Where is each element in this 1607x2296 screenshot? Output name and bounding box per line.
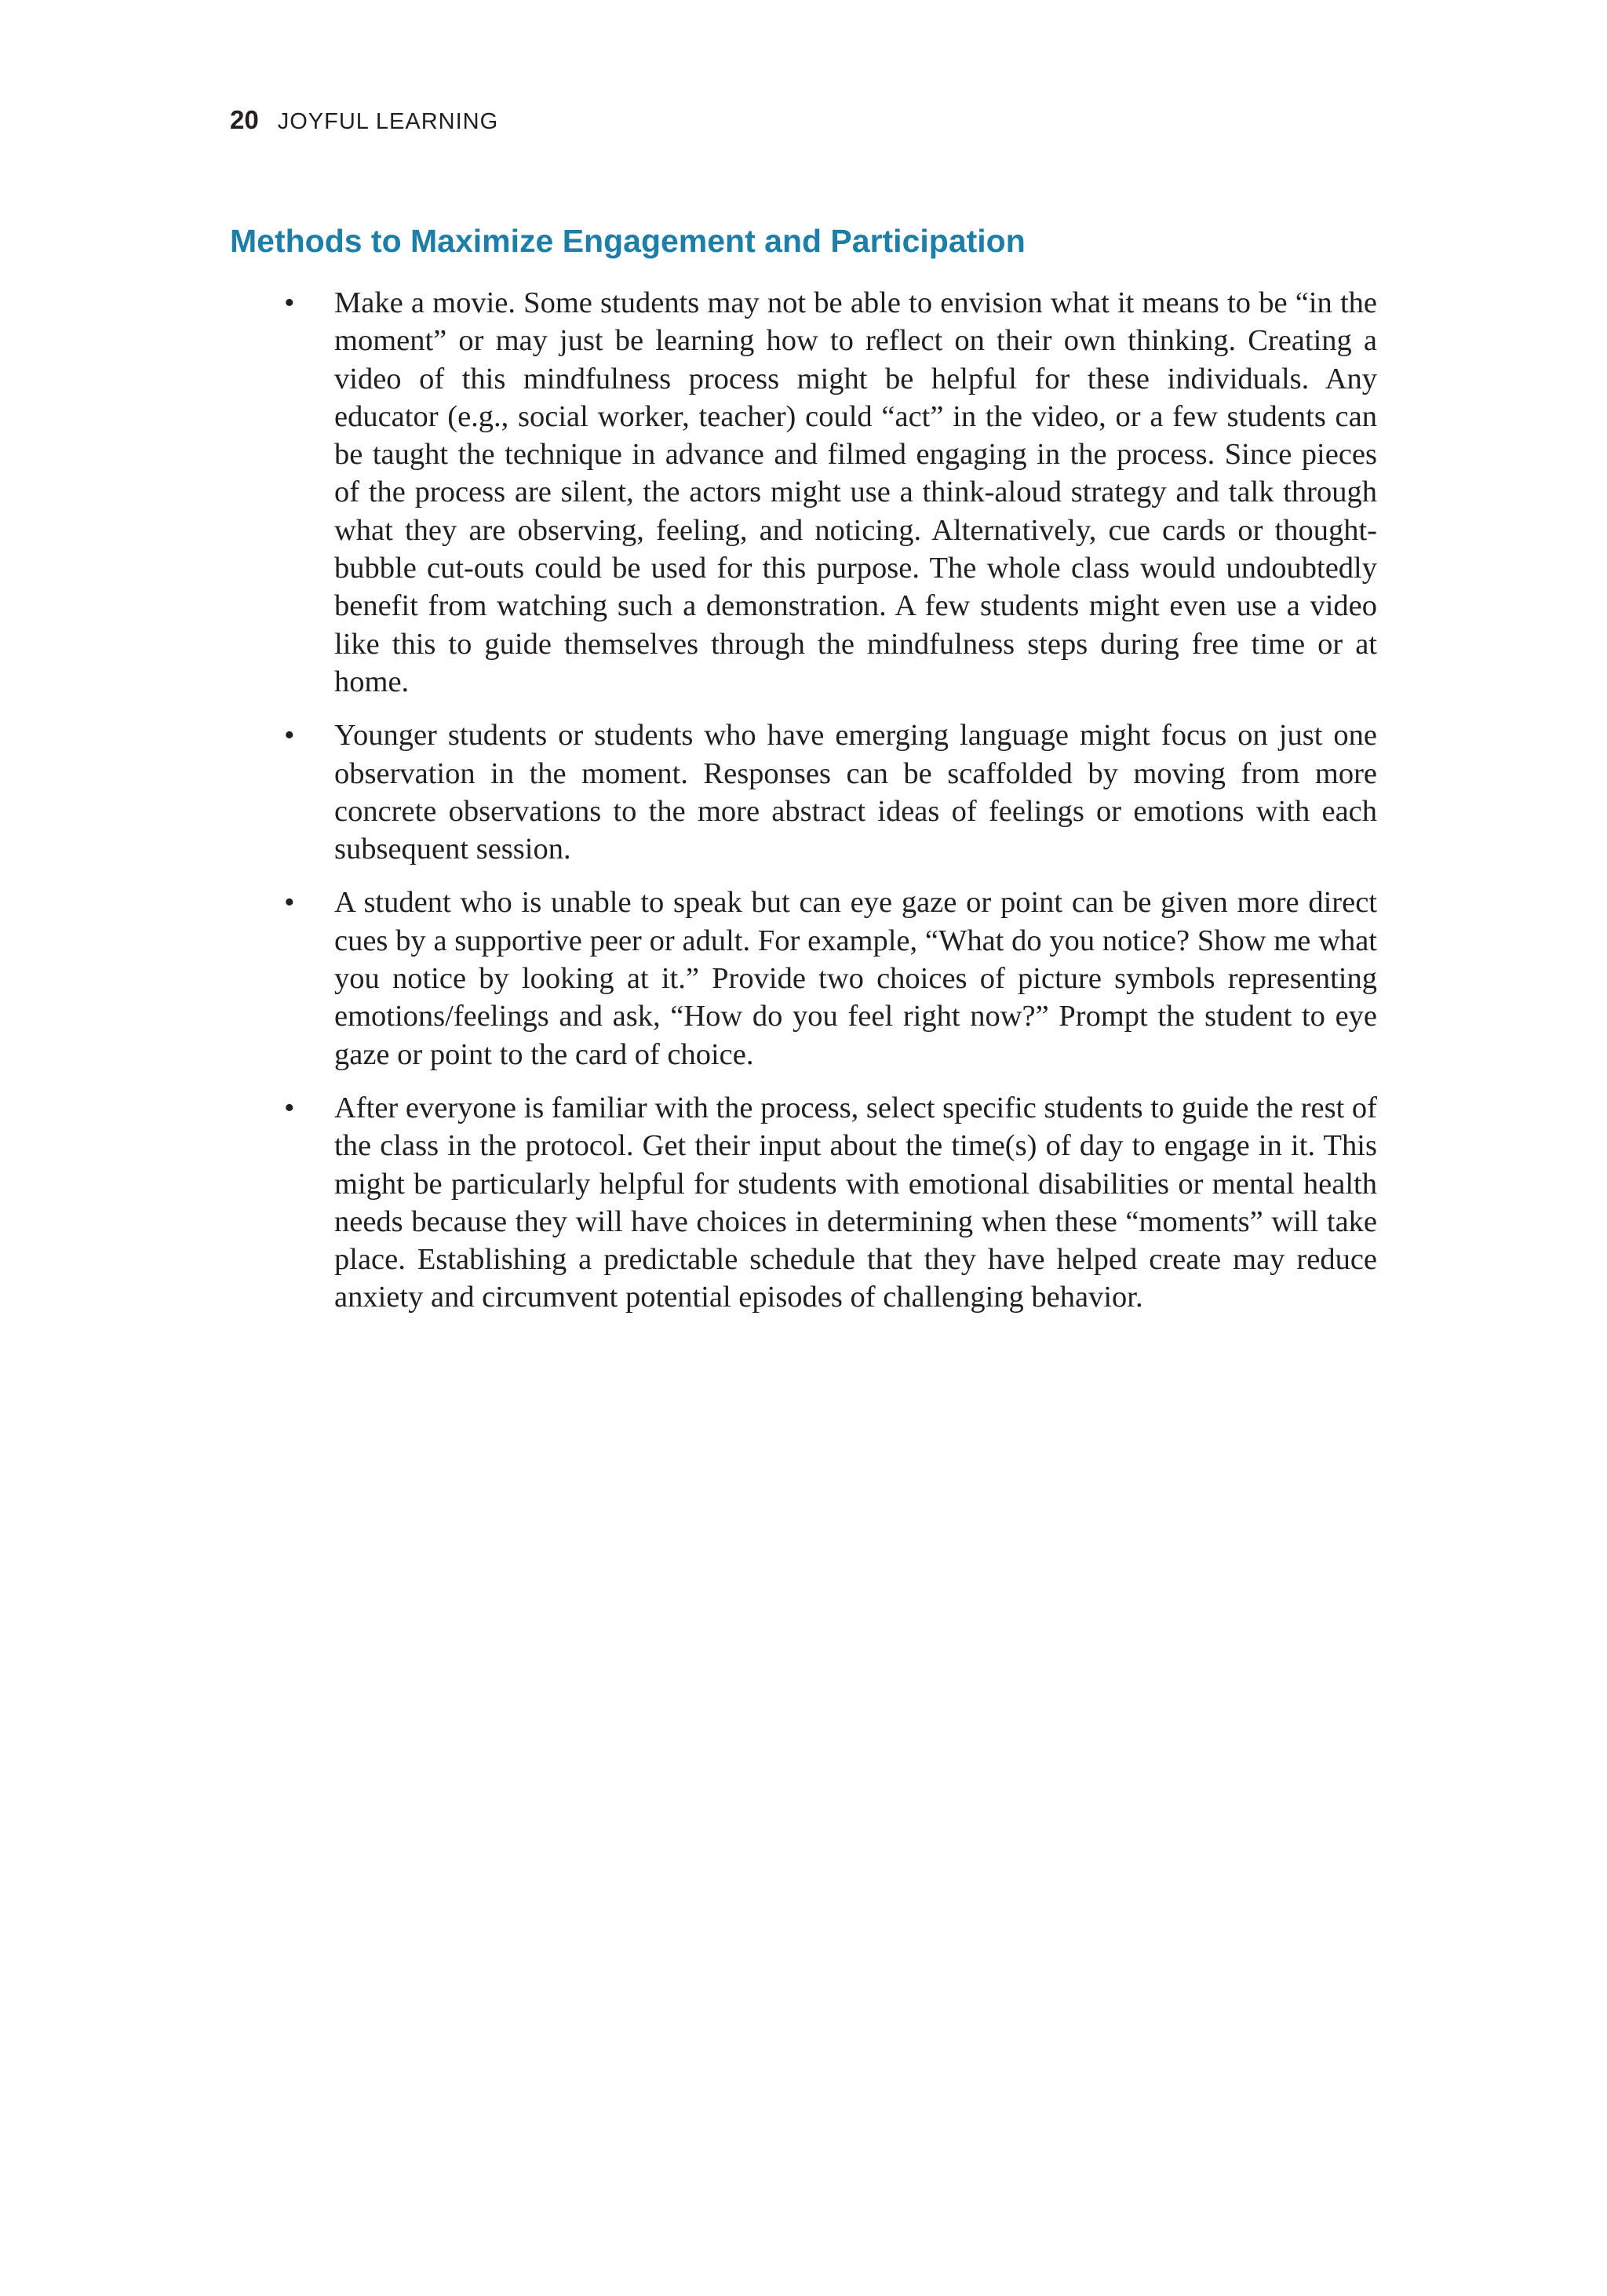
bullet-icon: •: [284, 719, 295, 753]
bullet-item-student-guides: [284, 1089, 1377, 1317]
bullet-item-make-a-movie: [284, 284, 1377, 701]
bullet-icon: •: [284, 286, 295, 319]
book-title: JOYFUL LEARNING: [277, 109, 499, 134]
bullet-text: Make a movie. Some students may not be able to envision what it means to be “in the moment” or may just be learning how to reflect on their own thinking. Creating a video of this mindfulness process might be helpful for these individuals. Any educator (e.g., social worker, teacher) could “act” in the video, or a few students can be taught the technique in advance and filmed engaging in the process. Since pieces of the process are silent, the actors might use a think-aloud strategy and talk through what they are observing, feeling, and noticing. Alternatively, cue cards or thought-bubble cut-outs could be used for this purpose. The whole class would undoubtedly benefit from watching such a demonstration. A few students might even use a video like this to guide themselves through the mindfulness steps during free time or at home.: [334, 286, 1377, 698]
running-head: [230, 105, 498, 135]
bullet-icon: •: [284, 886, 295, 920]
bullet-item-eye-gaze: [284, 884, 1377, 1073]
page-number: 20: [230, 105, 259, 134]
section-heading: Methods to Maximize Engagement and Participation: [230, 223, 1026, 259]
bullet-icon: •: [284, 1091, 295, 1124]
bullet-text: Younger students or students who have emerging language might focus on just one observation in the moment. Responses can be scaffolded by moving from more concrete observations to the more abstract ideas of feelings or emotions with each subsequent session.: [334, 719, 1377, 866]
bullet-list: [284, 284, 1377, 1332]
bullet-item-younger-students: [284, 716, 1377, 868]
bullet-text: A student who is unable to speak but can eye gaze or point can be given more direct cues by a supportive peer or adult. For example, “What do you notice? Show me what you notice by looking at it.” Provide two choices of picture symbols representing emotions/feelings and ask, “How do you feel right now?” Prompt the student to eye gaze or point to the card of choice.: [334, 886, 1377, 1071]
bullet-text: After everyone is familiar with the process, select specific students to guide the rest of the class in the protocol. Get their input about the time(s) of day to engage in it. This might be particularly helpful for students with emotional disabilities or mental health needs because they will have choices in determining when these “moments” will take place. Establishing a predictable schedule that they have helped create may reduce anxiety and circumvent potential episodes of challenging behavior.: [334, 1091, 1377, 1314]
